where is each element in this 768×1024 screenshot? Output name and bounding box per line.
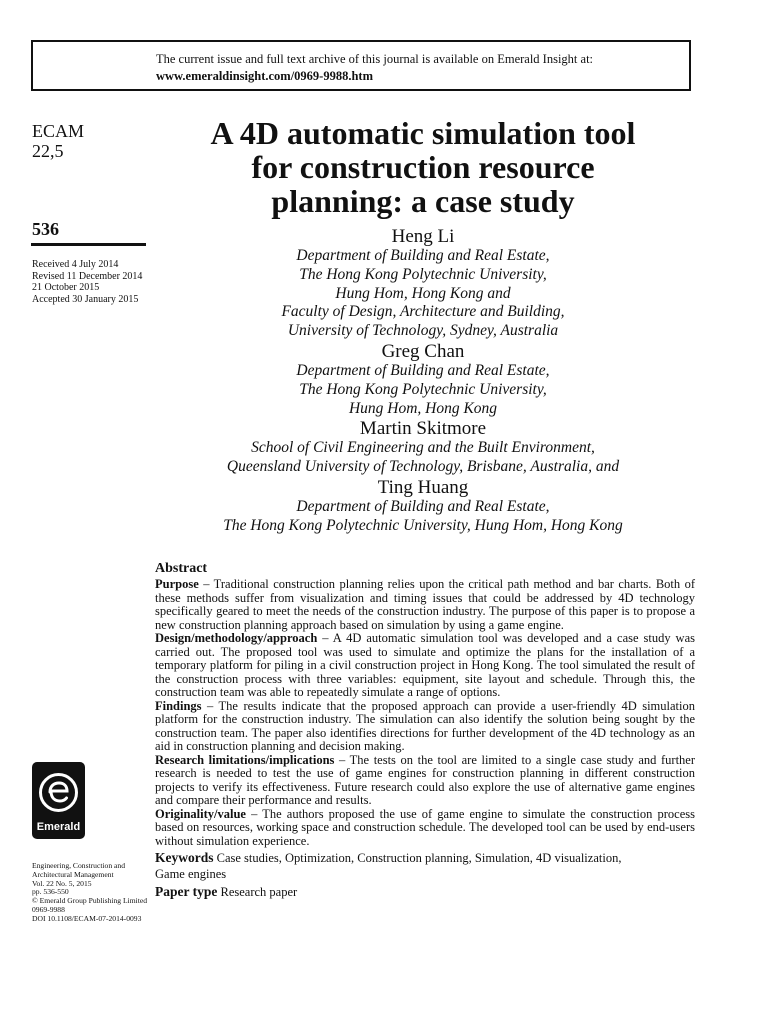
author-affiliation [160,498,686,536]
emerald-logo-text: Emerald [36,821,81,833]
title-line: planning: a case study [271,183,575,219]
submission-dates [32,259,142,305]
pub-info-line: Architectural Management [32,869,114,879]
abstract [155,560,695,900]
journal-url-link[interactable]: www.emeraldinsight.com/0969-9988.htm [156,69,373,83]
author-name: Greg Chan [381,340,465,362]
paper-type [155,884,695,900]
author-affiliation [160,439,686,477]
abstract-design [155,632,695,700]
title-line: A 4D automatic simulation tool [210,115,636,151]
page-number-rule [31,243,146,246]
journal-abbreviation: ECAM [32,121,85,141]
author-name: Martin Skitmore [359,418,487,440]
author-affiliation [160,247,686,341]
publication-info [32,862,152,924]
affiliation-line: University of Technology, Sydney, Australia [287,322,559,340]
paper-type-label: Paper type [155,884,218,899]
affiliation-line: The Hong Kong Polytechnic University, Hung Hom, Hong Kong [223,516,623,534]
emerald-logo [32,762,85,839]
date-revised-2: 21 October 2015 [32,282,100,293]
affiliation-line: Department of Building and Real Estate, [296,497,550,515]
section-text: – Traditional construction planning relies upon the critical path method and bar charts. Both of these methods suffer from visualization and timing issues that could be addressed by 4D technology specifically geared to meet the needs of the construction industry. The purpose of this paper is to propose a new construction planning approach based on simulation by using a game engine. [155,577,695,632]
keywords-text-cont: Game engines [155,867,227,881]
section-label: Findings [155,698,202,713]
author-name: Heng Li [391,226,455,247]
author-affiliation [160,362,686,418]
pub-info-line: DOI 10.1108/ECAM-07-2014-0093 [32,913,142,923]
affiliation-line: The Hong Kong Polytechnic University, [299,380,547,398]
affiliation-line: The Hong Kong Polytechnic University, [299,265,547,283]
abstract-purpose [155,578,695,632]
notice-text: The current issue and full text archive of this journal is available on Emerald Insight at: [156,52,594,66]
page-number: 536 [32,219,59,239]
title-line: for construction resource [251,149,595,185]
section-text: – The results indicate that the proposed approach can provide a user-friendly 4D simulation platform for the construction industry. The simulation can also identify the solution being sought by the construction team. The paper also identifies directions for further development of the 4D technology as an aid in construction planning and decision making. [155,698,695,753]
author-name: Ting Huang [377,476,469,498]
pub-info-line: pp. 536-550 [32,887,69,897]
keywords-text: Case studies, Optimization, Construction planning, Simulation, 4D visualization, [213,851,622,865]
pub-info-line: Engineering, Construction and [32,861,126,870]
affiliation-line: Hung Hom, Hong Kong [348,399,498,417]
affiliation-line: Department of Building and Real Estate, [296,361,550,379]
section-label: Design/methodology/approach [155,631,318,645]
section-label: Research limitations/implications [155,752,335,767]
keywords-label: Keywords [155,850,214,865]
section-label: Originality/value [155,806,246,821]
section-text: – A 4D automatic simulation tool was developed and a case study was carried out. The proposed tool was used to simulate and optimize the plans for the installation of a temporary platform for piling in a civil construction project in Hong Kong. The tool simulated the result of the construction process with three variables: equipment, site layout and schedule. Through this, the construction team was able to repeatedly simulate a range of options. [155,631,695,699]
pub-info-line: 0969-9988 [32,904,65,914]
section-text: – The authors proposed the use of game engine to simulate the construction process based on resources, working space and construction schedule. The developed tool can be used by end-users without simulation experience. [155,806,695,848]
author-list [160,226,686,536]
affiliation-line: Queensland University of Technology, Brisbane, Australia, and [226,458,620,476]
date-received: Received 4 July 2014 [32,259,119,270]
journal-access-notice [31,40,691,91]
pub-info-line: Vol. 22 No. 5, 2015 [32,878,92,888]
date-revised: Revised 11 December 2014 [32,270,143,282]
pub-info-line: © Emerald Group Publishing Limited [32,896,148,906]
abstract-limitations [155,754,695,808]
emerald-e-icon [37,771,80,814]
keywords [155,850,695,882]
paper-type-value: Research paper [217,885,298,899]
date-accepted: Accepted 30 January 2015 [32,293,139,305]
paper-title [160,116,686,218]
volume-issue: 22,5 [32,141,64,161]
affiliation-line: Hung Hom, Hong Kong and [335,284,511,302]
section-text: – The tests on the tool are limited to a single case study and further research is needed to test the use of game engines for construction planning in different construction projects to verify its effectiveness. Future research could also explore the use of alternative game engines and compare their performance and results. [155,752,695,807]
affiliation-line: Department of Building and Real Estate, [296,247,550,264]
abstract-originality [155,808,695,849]
abstract-findings [155,700,695,754]
abstract-heading: Abstract [155,561,208,576]
affiliation-line: School of Civil Engineering and the Built Environment, [251,439,595,457]
section-label: Purpose [155,577,199,591]
affiliation-line: Faculty of Design, Architecture and Building, [281,303,565,321]
